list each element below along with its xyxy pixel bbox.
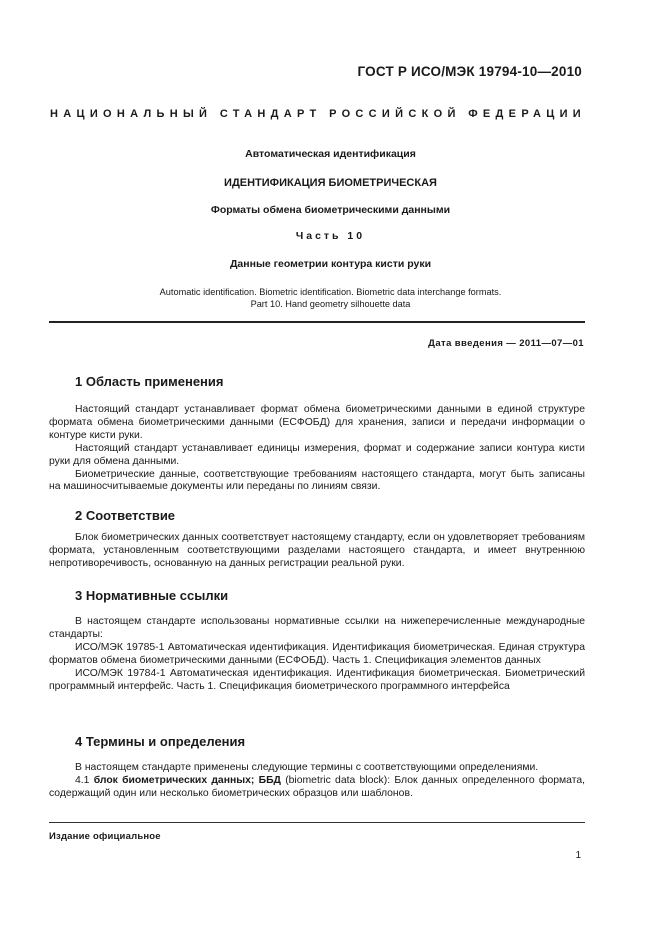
- section-body-1: [49, 404, 585, 494]
- english-title-line-1: Automatic identification. Biometric identification. Biometric data interchange formats.: [159, 287, 502, 297]
- title-line-5: Данные геометрии контура кисти руки: [229, 258, 432, 270]
- section-heading-1: 1 Область применения: [75, 374, 224, 389]
- term-definition: [49, 775, 585, 801]
- paragraph: В настоящем стандарте использованы нормативные ссылки на нижеперечисленные международные стандарты:: [49, 616, 585, 640]
- reference-item: ИСО/МЭК 19784-1 Автоматическая идентификация. Идентификация биометрическая. Биометрический программный интерфейс. Часть 1. Спецификация биометрического программного интерфейса: [49, 667, 585, 692]
- paragraph: Настоящий стандарт устанавливает единицы измерения, формат и содержание записи контура кисти руки для обмена данными.: [49, 442, 585, 467]
- section-heading-3: 3 Нормативные ссылки: [75, 588, 229, 603]
- title-line-1: Автоматическая идентификация: [245, 148, 416, 160]
- paragraph: Блок биометрических данных соответствует настоящему стандарту, если он удовлетворяет требованиям формата, установленным соответствующими разделами настоящего стандарта, и имеет внутреннюю непротиворечивость, основанную на данных регистрации реальной руки.: [49, 532, 585, 569]
- intro-date: Дата введения — 2011—07—01: [428, 338, 584, 349]
- term-number: 4.1: [75, 774, 90, 786]
- document-id: ГОСТ Р ИСО/МЭК 19794-10—2010: [357, 64, 582, 79]
- paragraph: Биометрические данные, соответствующие требованиям настоящего стандарта, могут быть записаны на машиносчитываемые документы или переданы по линиям связи.: [49, 468, 585, 493]
- national-standard-banner: [50, 108, 586, 120]
- reference-item: ИСО/МЭК 19785-1 Автоматическая идентификация. Идентификация биометрическая. Единая структура форматов обмена биометрическими данными (ЕСФОБД). Часть 1. Спецификация элементов данных: [49, 641, 585, 666]
- paragraph: Настоящий стандарт устанавливает формат обмена биометрическими данными в единой структуре формата обмена биометрическими данными (ЕСФОБД) для хранения, записи и передачи информации о контуре кисти руки.: [49, 404, 585, 441]
- term-text: (biometric data block): Блок данных определенного формата, содержащий один или несколько биометрических образцов или шаблонов.: [49, 774, 585, 799]
- paragraph: В настоящем стандарте применены следующие термины с соответствующими определениями.: [75, 762, 539, 773]
- page-number: 1: [575, 850, 581, 861]
- title-line-3: Форматы обмена биометрическими данными: [210, 204, 451, 216]
- section-heading-4: 4 Термины и определения: [75, 734, 246, 749]
- banner-word: ФЕДЕРАЦИИ: [468, 108, 586, 120]
- section-heading-2: 2 Соответствие: [75, 508, 176, 523]
- banner-word: НАЦИОНАЛЬНЫЙ: [50, 108, 213, 120]
- banner-word: РОССИЙСКОЙ: [329, 108, 461, 120]
- title-line-2: ИДЕНТИФИКАЦИЯ БИОМЕТРИЧЕСКАЯ: [224, 177, 437, 189]
- footer-divider: [49, 822, 585, 823]
- term-name: блок биометрических данных; ББД: [93, 774, 281, 786]
- english-title-line-2: Part 10. Hand geometry silhouette data: [250, 299, 411, 309]
- header-divider: [49, 321, 585, 323]
- title-part-number: Часть 10: [295, 230, 366, 242]
- edition-label: Издание официальное: [49, 831, 161, 842]
- banner-word: СТАНДАРТ: [219, 108, 322, 120]
- section-body-3: [49, 616, 585, 693]
- section-body-4: [49, 762, 585, 801]
- section-body-2: [49, 532, 585, 571]
